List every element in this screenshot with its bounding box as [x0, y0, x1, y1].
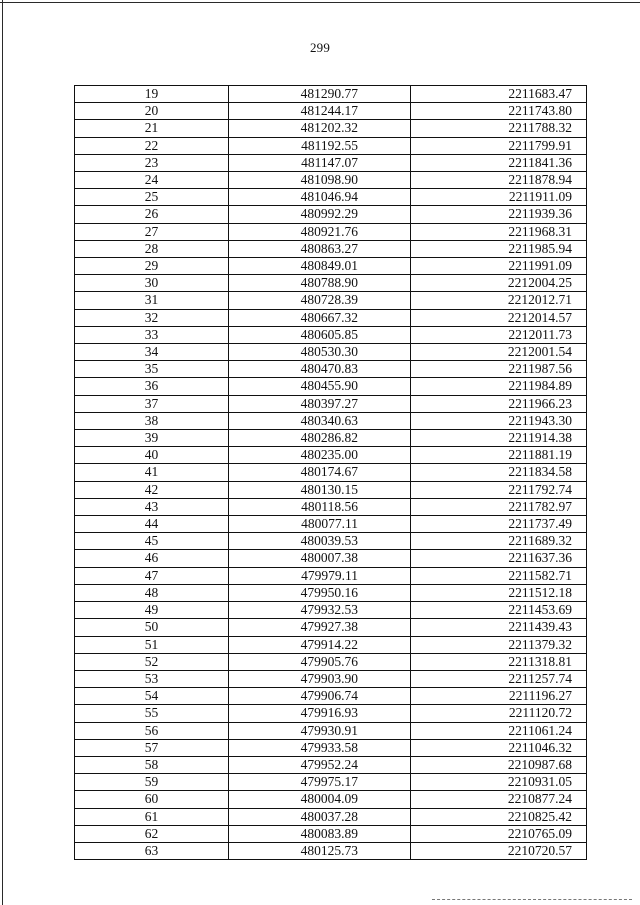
y-coordinate-cell: 2212012.71: [411, 292, 587, 309]
point-number-cell: 34: [75, 344, 229, 361]
x-coordinate-cell: 480130.15: [229, 481, 411, 498]
page-edge-left: [2, 0, 3, 905]
x-coordinate-cell: 480007.38: [229, 550, 411, 567]
coordinates-table-body: [75, 86, 587, 860]
x-coordinate-cell: 480728.39: [229, 292, 411, 309]
y-coordinate-cell: 2211788.32: [411, 120, 587, 137]
y-coordinate-cell: 2211987.56: [411, 361, 587, 378]
table-row: [75, 705, 587, 722]
point-number-cell: 44: [75, 516, 229, 533]
table-row: [75, 137, 587, 154]
x-coordinate-cell: 479979.11: [229, 567, 411, 584]
point-number-cell: 26: [75, 206, 229, 223]
point-number-cell: 54: [75, 688, 229, 705]
point-number-cell: 31: [75, 292, 229, 309]
y-coordinate-cell: 2211991.09: [411, 258, 587, 275]
x-coordinate-cell: 479927.38: [229, 619, 411, 636]
x-coordinate-cell: 479903.90: [229, 670, 411, 687]
y-coordinate-cell: 2211782.97: [411, 498, 587, 515]
y-coordinate-cell: 2211637.36: [411, 550, 587, 567]
table-row: [75, 172, 587, 189]
x-coordinate-cell: 479950.16: [229, 584, 411, 601]
table-row: [75, 258, 587, 275]
point-number-cell: 24: [75, 172, 229, 189]
y-coordinate-cell: 2211196.27: [411, 688, 587, 705]
point-number-cell: 55: [75, 705, 229, 722]
table-row: [75, 825, 587, 842]
point-number-cell: 59: [75, 774, 229, 791]
x-coordinate-cell: 480004.09: [229, 791, 411, 808]
table-row: [75, 103, 587, 120]
y-coordinate-cell: 2211943.30: [411, 412, 587, 429]
point-number-cell: 47: [75, 567, 229, 584]
y-coordinate-cell: 2212001.54: [411, 344, 587, 361]
y-coordinate-cell: 2211318.81: [411, 653, 587, 670]
table-row: [75, 498, 587, 515]
x-coordinate-cell: 480125.73: [229, 842, 411, 859]
point-number-cell: 43: [75, 498, 229, 515]
table-row: [75, 326, 587, 343]
point-number-cell: 46: [75, 550, 229, 567]
x-coordinate-cell: 481244.17: [229, 103, 411, 120]
y-coordinate-cell: 2212014.57: [411, 309, 587, 326]
table-row: [75, 602, 587, 619]
x-coordinate-cell: 481098.90: [229, 172, 411, 189]
y-coordinate-cell: 2211689.32: [411, 533, 587, 550]
table-row: [75, 395, 587, 412]
point-number-cell: 20: [75, 103, 229, 120]
y-coordinate-cell: 2210825.42: [411, 808, 587, 825]
x-coordinate-cell: 479975.17: [229, 774, 411, 791]
x-coordinate-cell: 479933.58: [229, 739, 411, 756]
x-coordinate-cell: 480037.28: [229, 808, 411, 825]
table-row: [75, 86, 587, 103]
y-coordinate-cell: 2211061.24: [411, 722, 587, 739]
point-number-cell: 52: [75, 653, 229, 670]
point-number-cell: 56: [75, 722, 229, 739]
table-row: [75, 550, 587, 567]
point-number-cell: 30: [75, 275, 229, 292]
x-coordinate-cell: 479906.74: [229, 688, 411, 705]
y-coordinate-cell: 2211792.74: [411, 481, 587, 498]
x-coordinate-cell: 480863.27: [229, 240, 411, 257]
table-row: [75, 447, 587, 464]
y-coordinate-cell: 2211683.47: [411, 86, 587, 103]
point-number-cell: 63: [75, 842, 229, 859]
table-row: [75, 567, 587, 584]
y-coordinate-cell: 2211984.89: [411, 378, 587, 395]
table-row: [75, 774, 587, 791]
point-number-cell: 27: [75, 223, 229, 240]
x-coordinate-cell: 480235.00: [229, 447, 411, 464]
table-row: [75, 412, 587, 429]
point-number-cell: 45: [75, 533, 229, 550]
x-coordinate-cell: 479932.53: [229, 602, 411, 619]
point-number-cell: 40: [75, 447, 229, 464]
x-coordinate-cell: 480455.90: [229, 378, 411, 395]
y-coordinate-cell: 2211439.43: [411, 619, 587, 636]
point-number-cell: 49: [75, 602, 229, 619]
y-coordinate-cell: 2210987.68: [411, 756, 587, 773]
y-coordinate-cell: 2210720.57: [411, 842, 587, 859]
y-coordinate-cell: 2211512.18: [411, 584, 587, 601]
x-coordinate-cell: 479952.24: [229, 756, 411, 773]
point-number-cell: 19: [75, 86, 229, 103]
x-coordinate-cell: 480849.01: [229, 258, 411, 275]
y-coordinate-cell: 2211881.19: [411, 447, 587, 464]
x-coordinate-cell: 480077.11: [229, 516, 411, 533]
table-row: [75, 361, 587, 378]
y-coordinate-cell: 2211966.23: [411, 395, 587, 412]
y-coordinate-cell: 2211379.32: [411, 636, 587, 653]
table-row: [75, 430, 587, 447]
x-coordinate-cell: 480605.85: [229, 326, 411, 343]
x-coordinate-cell: 481046.94: [229, 189, 411, 206]
point-number-cell: 61: [75, 808, 229, 825]
y-coordinate-cell: 2211799.91: [411, 137, 587, 154]
y-coordinate-cell: 2211120.72: [411, 705, 587, 722]
table-row: [75, 240, 587, 257]
table-row: [75, 670, 587, 687]
point-number-cell: 50: [75, 619, 229, 636]
table-row: [75, 688, 587, 705]
y-coordinate-cell: 2211985.94: [411, 240, 587, 257]
table-row: [75, 464, 587, 481]
table-row: [75, 481, 587, 498]
x-coordinate-cell: 479930.91: [229, 722, 411, 739]
table-row: [75, 206, 587, 223]
x-coordinate-cell: 481147.07: [229, 154, 411, 171]
y-coordinate-cell: 2210765.09: [411, 825, 587, 842]
y-coordinate-cell: 2211737.49: [411, 516, 587, 533]
point-number-cell: 35: [75, 361, 229, 378]
point-number-cell: 28: [75, 240, 229, 257]
point-number-cell: 38: [75, 412, 229, 429]
x-coordinate-cell: 480340.63: [229, 412, 411, 429]
point-number-cell: 33: [75, 326, 229, 343]
footer-scan-mark: [432, 899, 632, 902]
point-number-cell: 48: [75, 584, 229, 601]
x-coordinate-cell: 481192.55: [229, 137, 411, 154]
point-number-cell: 21: [75, 120, 229, 137]
point-number-cell: 23: [75, 154, 229, 171]
table-row: [75, 275, 587, 292]
coordinates-table: [74, 85, 587, 860]
x-coordinate-cell: 480992.29: [229, 206, 411, 223]
x-coordinate-cell: 480083.89: [229, 825, 411, 842]
table-row: [75, 533, 587, 550]
table-row: [75, 292, 587, 309]
point-number-cell: 62: [75, 825, 229, 842]
point-number-cell: 39: [75, 430, 229, 447]
x-coordinate-cell: 480286.82: [229, 430, 411, 447]
x-coordinate-cell: 481290.77: [229, 86, 411, 103]
table-row: [75, 808, 587, 825]
y-coordinate-cell: 2211841.36: [411, 154, 587, 171]
table-row: [75, 378, 587, 395]
x-coordinate-cell: 480174.67: [229, 464, 411, 481]
y-coordinate-cell: 2211743.80: [411, 103, 587, 120]
y-coordinate-cell: 2211582.71: [411, 567, 587, 584]
x-coordinate-cell: 479914.22: [229, 636, 411, 653]
table-row: [75, 309, 587, 326]
table-row: [75, 791, 587, 808]
y-coordinate-cell: 2211257.74: [411, 670, 587, 687]
x-coordinate-cell: 479916.93: [229, 705, 411, 722]
point-number-cell: 25: [75, 189, 229, 206]
x-coordinate-cell: 480788.90: [229, 275, 411, 292]
point-number-cell: 41: [75, 464, 229, 481]
point-number-cell: 53: [75, 670, 229, 687]
x-coordinate-cell: 480921.76: [229, 223, 411, 240]
point-number-cell: 57: [75, 739, 229, 756]
table-row: [75, 739, 587, 756]
y-coordinate-cell: 2211968.31: [411, 223, 587, 240]
table-row: [75, 653, 587, 670]
table-row: [75, 120, 587, 137]
y-coordinate-cell: 2210931.05: [411, 774, 587, 791]
table-row: [75, 756, 587, 773]
x-coordinate-cell: 480039.53: [229, 533, 411, 550]
table-row: [75, 584, 587, 601]
x-coordinate-cell: 480667.32: [229, 309, 411, 326]
point-number-cell: 51: [75, 636, 229, 653]
x-coordinate-cell: 479905.76: [229, 653, 411, 670]
table-row: [75, 516, 587, 533]
y-coordinate-cell: 2210877.24: [411, 791, 587, 808]
point-number-cell: 29: [75, 258, 229, 275]
point-number-cell: 42: [75, 481, 229, 498]
table-row: [75, 619, 587, 636]
y-coordinate-cell: 2212011.73: [411, 326, 587, 343]
y-coordinate-cell: 2211914.38: [411, 430, 587, 447]
x-coordinate-cell: 481202.32: [229, 120, 411, 137]
table-row: [75, 636, 587, 653]
point-number-cell: 22: [75, 137, 229, 154]
table-row: [75, 344, 587, 361]
point-number-cell: 58: [75, 756, 229, 773]
table-row: [75, 154, 587, 171]
point-number-cell: 60: [75, 791, 229, 808]
y-coordinate-cell: 2211453.69: [411, 602, 587, 619]
y-coordinate-cell: 2211911.09: [411, 189, 587, 206]
x-coordinate-cell: 480530.30: [229, 344, 411, 361]
y-coordinate-cell: 2211878.94: [411, 172, 587, 189]
y-coordinate-cell: 2211939.36: [411, 206, 587, 223]
table-row: [75, 842, 587, 859]
table-row: [75, 223, 587, 240]
y-coordinate-cell: 2211046.32: [411, 739, 587, 756]
page-edge-top: [0, 2, 640, 3]
y-coordinate-cell: 2211834.58: [411, 464, 587, 481]
page-number: 299: [309, 40, 331, 55]
table-row: [75, 189, 587, 206]
x-coordinate-cell: 480118.56: [229, 498, 411, 515]
table-row: [75, 722, 587, 739]
y-coordinate-cell: 2212004.25: [411, 275, 587, 292]
point-number-cell: 36: [75, 378, 229, 395]
x-coordinate-cell: 480470.83: [229, 361, 411, 378]
x-coordinate-cell: 480397.27: [229, 395, 411, 412]
point-number-cell: 37: [75, 395, 229, 412]
point-number-cell: 32: [75, 309, 229, 326]
